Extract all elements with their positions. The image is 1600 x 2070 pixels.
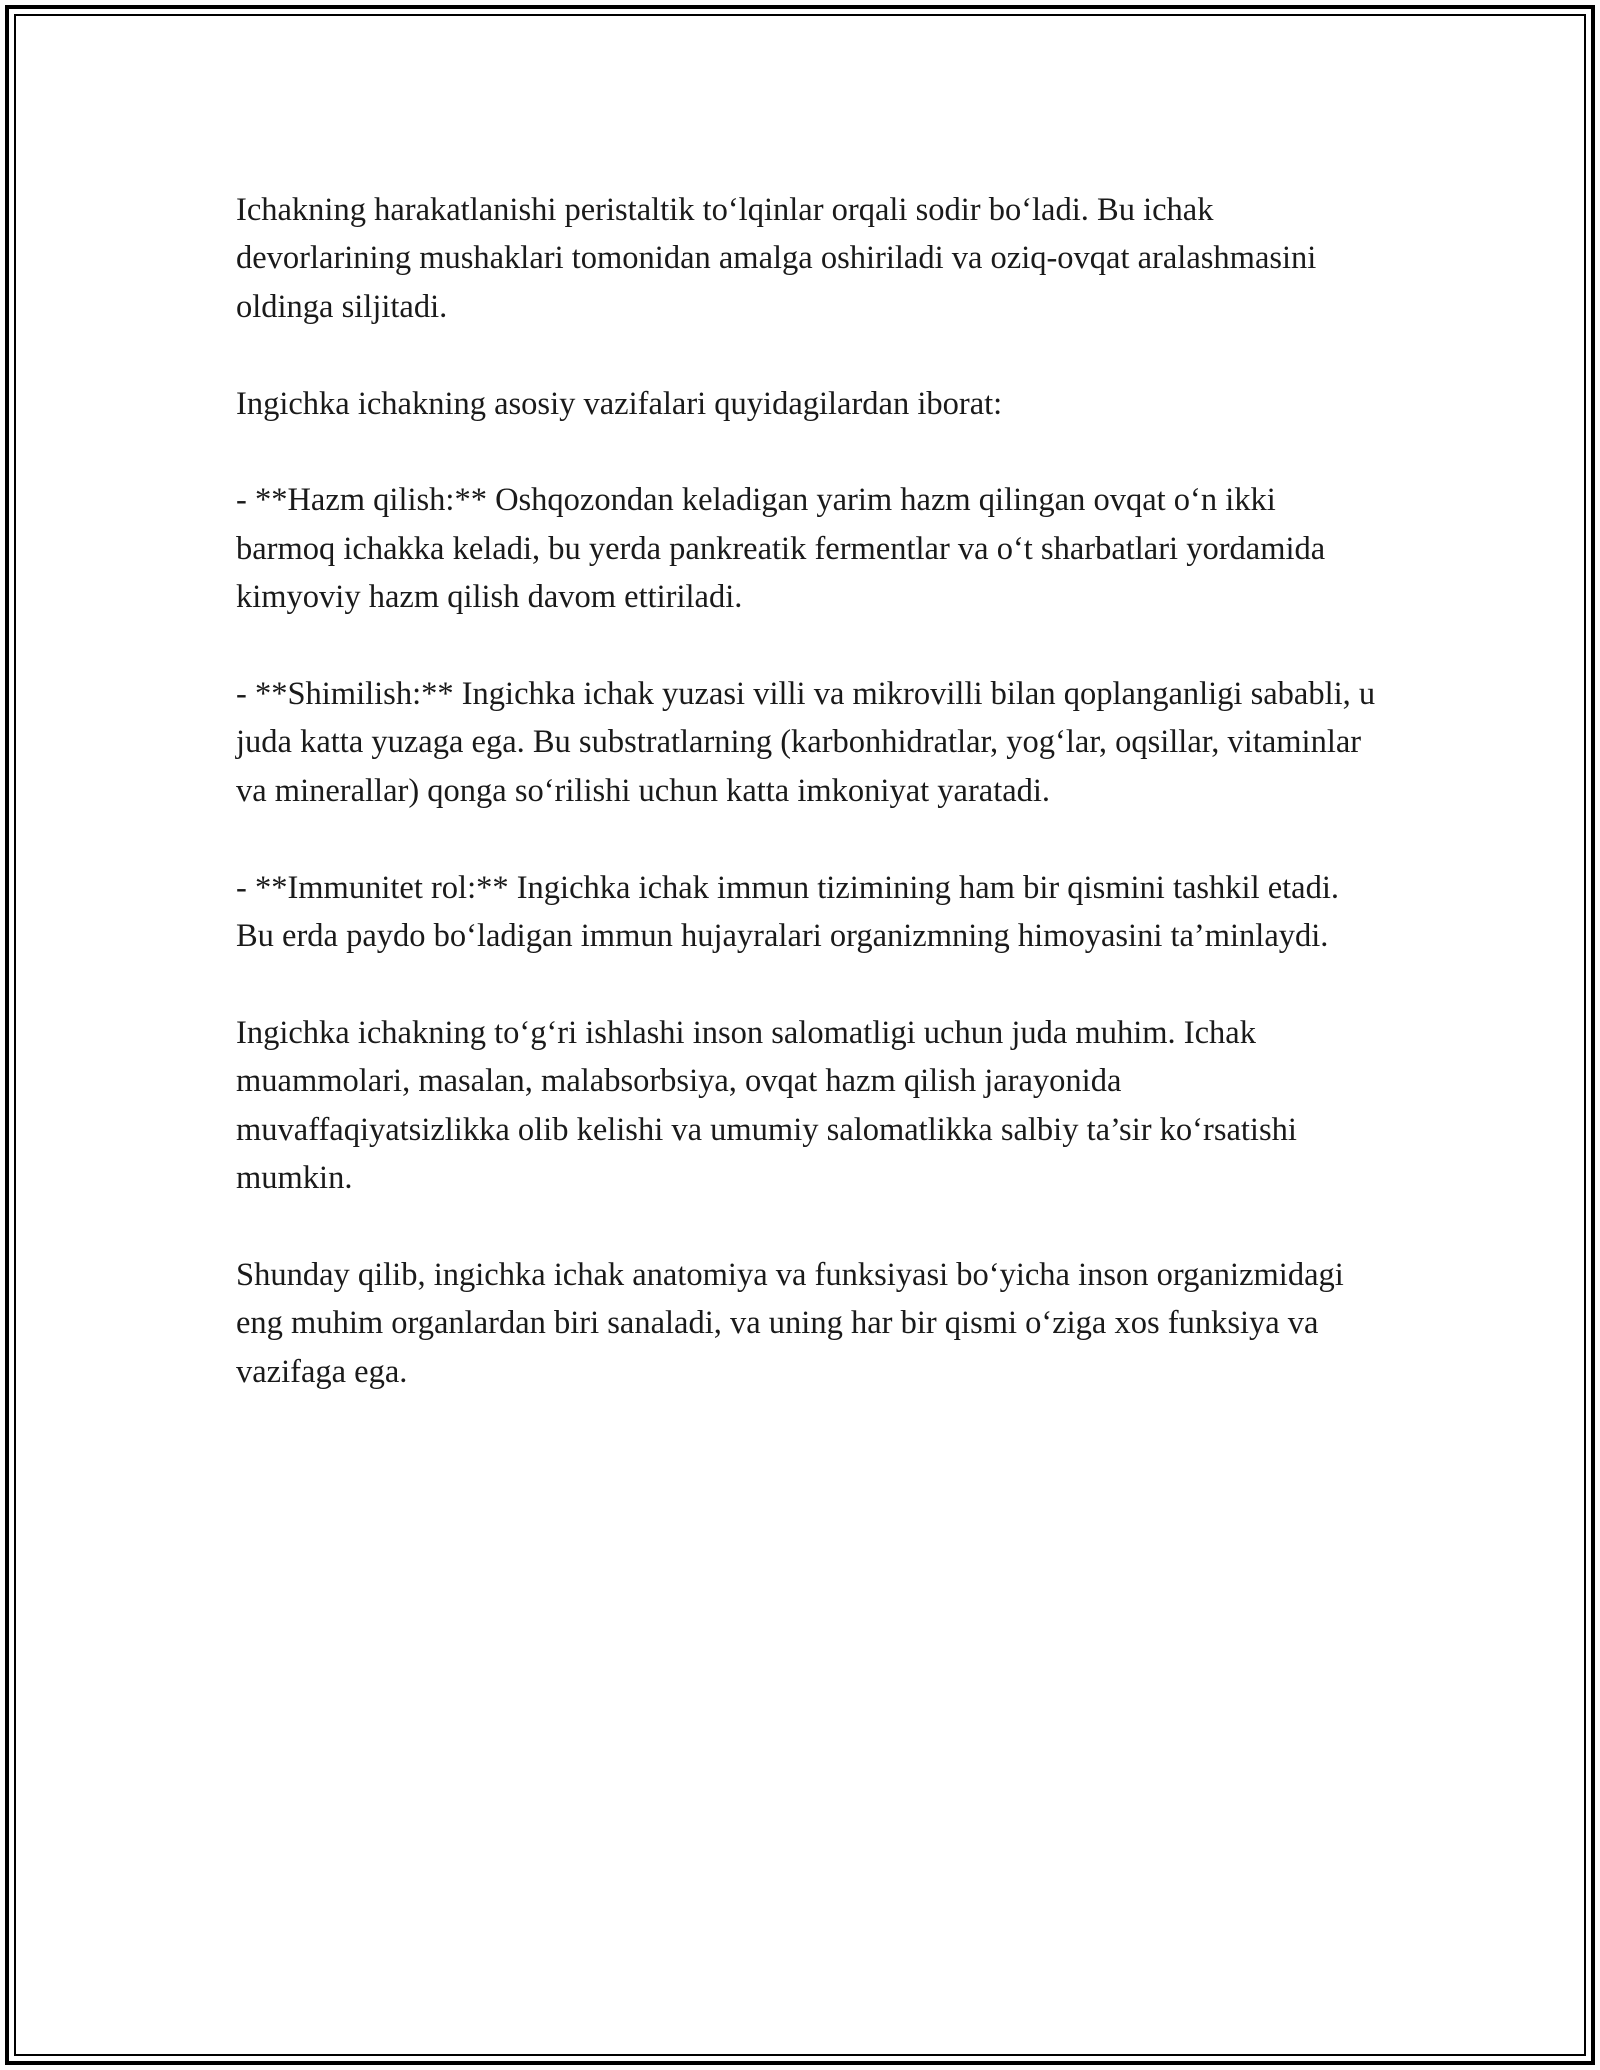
paragraph-functions-intro: Ingichka ichakning asosiy vazifalari quyidagilardan iborat: [236,385,1003,422]
paragraph-absorption: - **Shimilish:** Ingichka ichak yuzasi villi va mikrovilli bilan qoplanganligi sababli, u juda katta yuzaga ega. Bu substratlarning (karbonhidratlar, yog‘lar, oqsillar, vitaminlar va minerallar) qonga so‘rilishi uchun katta imkoniyat yaratadi. [236,676,1376,809]
document-body [236,186,1376,1444]
paragraph-digestion: - **Hazm qilish:** Oshqozondan keladigan yarim hazm qilingan ovqat o‘n ikki barmoq ichakka keladi, bu yerda pankreatik fermentlar va o‘t sharbatlari yordamida kimyoviy hazm qilish davom ettiriladi. [236,482,1326,616]
paragraph-immunity: - **Immunitet rol:** Ingichka ichak immun tizimining ham bir qismini tashkil etadi. Bu erda paydo bo‘ladigan immun hujayralari organizmning himoyasini ta’minlaydi. [236,869,1340,955]
paragraph-peristalsis: Ichakning harakatlanishi peristaltik to‘lqinlar orqali sodir bo‘ladi. Bu ichak devorlarining mushaklari tomonidan amalga oshiriladi va oziq-ovqat aralashmasini oldinga siljitadi. [236,192,1317,325]
paragraph-health: Ingichka ichakning to‘g‘ri ishlashi inson salomatligi uchun juda muhim. Ichak muammolari, masalan, malabsorbsiya, ovqat hazm qilish jarayonida muvaffaqiyatsizlikka olib kelishi va umumiy salomatlikka salbiy ta’sir ko‘rsatishi mumkin. [236,1014,1297,1197]
paragraph-conclusion: Shunday qilib, ingichka ichak anatomiya va funksiyasi bo‘yicha inson organizmidagi eng muhim organlardan biri sanaladi, va uning har bir qismi o‘ziga xos funksiya va vazifaga ega. [236,1256,1344,1390]
